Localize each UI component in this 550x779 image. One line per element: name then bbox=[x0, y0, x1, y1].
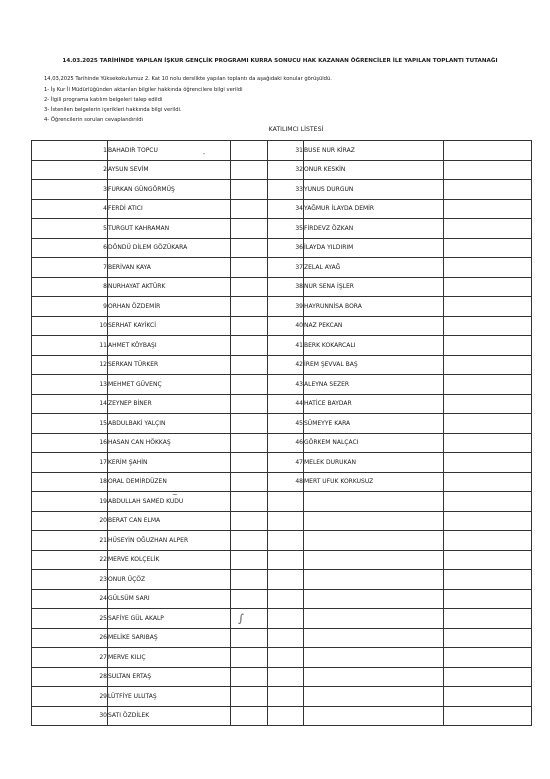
participant-name: BERK KOKARCALI bbox=[304, 336, 444, 356]
signature-cell bbox=[231, 628, 268, 648]
participant-name: NUR SENA İŞLER bbox=[304, 277, 444, 297]
table-row bbox=[32, 316, 532, 336]
participant-number: 40 bbox=[268, 316, 304, 336]
table-row bbox=[32, 141, 532, 161]
participant-number: 44 bbox=[268, 394, 304, 414]
participant-name: MERVE KILIÇ bbox=[108, 648, 231, 668]
table-row bbox=[32, 258, 532, 278]
participant-name: NURHAYAT AKTÜRK bbox=[108, 277, 231, 297]
agenda-item: 2- İlgili programa katılım belgeleri talep edildi bbox=[44, 97, 163, 103]
signature-cell bbox=[444, 531, 532, 551]
participant-name: HASAN CAN HÖKKAŞ bbox=[108, 433, 231, 453]
signature-cell bbox=[444, 141, 532, 161]
participant-number: 12 bbox=[32, 355, 108, 375]
signature-cell bbox=[231, 667, 268, 687]
empty-cell bbox=[304, 706, 444, 726]
signature-cell bbox=[444, 687, 532, 707]
table-row bbox=[32, 375, 532, 395]
participant-name: MELİKE SARIBAŞ bbox=[108, 628, 231, 648]
table-row bbox=[32, 609, 532, 629]
participant-number: 10 bbox=[32, 316, 108, 336]
signature-cell bbox=[231, 511, 268, 531]
participant-number: 4 bbox=[32, 199, 108, 219]
empty-cell bbox=[268, 609, 304, 629]
participant-number: 11 bbox=[32, 336, 108, 356]
participant-name: YAĞMUR İLAYDA DEMİR bbox=[304, 199, 444, 219]
table-row bbox=[32, 687, 532, 707]
agenda-item: 3- İstenilen belgelerin içerikleri hakkında bilgi verildi. bbox=[44, 107, 182, 113]
table-row bbox=[32, 570, 532, 590]
signature-stroke: - bbox=[203, 150, 206, 158]
table-row bbox=[32, 550, 532, 570]
participant-number: 42 bbox=[268, 355, 304, 375]
signature-cell bbox=[231, 609, 268, 629]
signature-cell bbox=[444, 238, 532, 258]
participant-name: GÜLSÜM SARI bbox=[108, 589, 231, 609]
participant-number: 43 bbox=[268, 375, 304, 395]
participant-name: SERKAN TÜRKER bbox=[108, 355, 231, 375]
participant-name: SERHAT KAYİKCİ bbox=[108, 316, 231, 336]
table-row bbox=[32, 160, 532, 180]
signature-cell bbox=[444, 316, 532, 336]
participant-number: 3 bbox=[32, 180, 108, 200]
table-row bbox=[32, 706, 532, 726]
empty-cell bbox=[304, 492, 444, 512]
participant-number: 29 bbox=[32, 687, 108, 707]
participant-number: 33 bbox=[268, 180, 304, 200]
participant-name: ONUR KESKİN bbox=[304, 160, 444, 180]
signature-cell bbox=[231, 160, 268, 180]
empty-cell bbox=[268, 687, 304, 707]
empty-cell bbox=[304, 511, 444, 531]
participant-name: KERİM ŞAHİN bbox=[108, 453, 231, 473]
signature-cell bbox=[231, 589, 268, 609]
participant-number: 46 bbox=[268, 433, 304, 453]
agenda-item: 1- İş Kur İl Müdürlüğünden aktarılan bilgiler hakkında öğrencilere bilgi verildi bbox=[44, 87, 243, 93]
participant-name: MERT UFUK KORKUSUZ bbox=[304, 472, 444, 492]
empty-cell bbox=[304, 609, 444, 629]
empty-cell bbox=[304, 628, 444, 648]
signature-cell bbox=[444, 453, 532, 473]
participant-name: MELEK DURUKAN bbox=[304, 453, 444, 473]
intro-text: 14,03,2025 Tarihinde Yüksekokulumuz 2. Kat 10 nolu derslikte yapılan toplantı da aşağıdaki konular görüşüldü. bbox=[44, 76, 332, 82]
participant-name: ZELAL AYAĞ bbox=[304, 258, 444, 278]
table-row bbox=[32, 219, 532, 239]
participant-number: 38 bbox=[268, 277, 304, 297]
signature-cell bbox=[444, 219, 532, 239]
signature-cell bbox=[231, 297, 268, 317]
participant-name: LÜTFİYE ULUTAŞ bbox=[108, 687, 231, 707]
participant-name: SÜMEYYE KARA bbox=[304, 414, 444, 434]
signature-cell bbox=[444, 258, 532, 278]
signature-cell bbox=[231, 472, 268, 492]
participant-name: NAZ PEKCAN bbox=[304, 316, 444, 336]
signature-cell bbox=[231, 492, 268, 512]
participant-name: YUNUS DURGUN bbox=[304, 180, 444, 200]
table-row bbox=[32, 414, 532, 434]
signature-cell bbox=[231, 550, 268, 570]
empty-cell bbox=[304, 570, 444, 590]
participant-number: 47 bbox=[268, 453, 304, 473]
participant-name: SAFİYE GÜL AKALP bbox=[108, 609, 231, 629]
empty-cell bbox=[268, 589, 304, 609]
handwritten-signature: ∫ bbox=[238, 612, 244, 625]
participant-name: ZEYNEP BİNER bbox=[108, 394, 231, 414]
participant-name: ORAL DEMİRDÜZEN bbox=[108, 472, 231, 492]
signature-cell bbox=[231, 706, 268, 726]
participant-number: 39 bbox=[268, 297, 304, 317]
participant-number: 15 bbox=[32, 414, 108, 434]
empty-cell bbox=[268, 531, 304, 551]
participant-name: MEHMET GÜVENÇ bbox=[108, 375, 231, 395]
participant-number: 30 bbox=[32, 706, 108, 726]
participant-number: 35 bbox=[268, 219, 304, 239]
participant-name: GÖRKEM NALÇACI bbox=[304, 433, 444, 453]
empty-cell bbox=[268, 570, 304, 590]
participant-name: SATI ÖZDİLEK bbox=[108, 706, 231, 726]
participant-number: 36 bbox=[268, 238, 304, 258]
signature-cell bbox=[231, 687, 268, 707]
table-row bbox=[32, 336, 532, 356]
signature-cell bbox=[444, 667, 532, 687]
signature-cell bbox=[444, 492, 532, 512]
participant-number: 41 bbox=[268, 336, 304, 356]
agenda-item: 4- Öğrencilerin sorulan cevaplandırıldı bbox=[44, 117, 143, 123]
participant-number: 32 bbox=[268, 160, 304, 180]
signature-stroke: ~ bbox=[172, 491, 178, 499]
signature-cell bbox=[444, 394, 532, 414]
empty-cell bbox=[304, 550, 444, 570]
signature-cell bbox=[231, 258, 268, 278]
participant-number: 5 bbox=[32, 219, 108, 239]
participant-name: AYSUN SEVİM bbox=[108, 160, 231, 180]
table-row bbox=[32, 238, 532, 258]
participant-number: 6 bbox=[32, 238, 108, 258]
participant-name: ORHAN ÖZDEMİR bbox=[108, 297, 231, 317]
participant-number: 25 bbox=[32, 609, 108, 629]
signature-cell bbox=[444, 355, 532, 375]
signature-cell bbox=[444, 160, 532, 180]
empty-cell bbox=[304, 589, 444, 609]
participant-number: 23 bbox=[32, 570, 108, 590]
table-row bbox=[32, 472, 532, 492]
participant-name: ALEYNA SEZER bbox=[304, 375, 444, 395]
participant-name: İLAYDA YILDIRIM bbox=[304, 238, 444, 258]
participant-number: 9 bbox=[32, 297, 108, 317]
signature-cell bbox=[231, 570, 268, 590]
participant-number: 21 bbox=[32, 531, 108, 551]
participant-name: BERAT CAN ELMA bbox=[108, 511, 231, 531]
signature-cell bbox=[444, 550, 532, 570]
participant-name: İREM ŞEVVAL BAŞ bbox=[304, 355, 444, 375]
participant-name: FERDİ ATICI bbox=[108, 199, 231, 219]
signature-cell bbox=[444, 570, 532, 590]
participant-name: DÖNDÜ DİLEM GÖZÜKARA bbox=[108, 238, 231, 258]
empty-cell bbox=[304, 531, 444, 551]
participant-name: BERİVAN KAYA bbox=[108, 258, 231, 278]
signature-cell bbox=[444, 433, 532, 453]
participant-number: 18 bbox=[32, 472, 108, 492]
empty-cell bbox=[268, 550, 304, 570]
signature-cell bbox=[444, 648, 532, 668]
table-row bbox=[32, 667, 532, 687]
table-row bbox=[32, 394, 532, 414]
table-row bbox=[32, 199, 532, 219]
signature-cell bbox=[231, 414, 268, 434]
table-row bbox=[32, 297, 532, 317]
table-row bbox=[32, 492, 532, 512]
signature-cell bbox=[231, 355, 268, 375]
empty-cell bbox=[268, 511, 304, 531]
signature-cell bbox=[231, 238, 268, 258]
participant-name: HÜSEYİN OĞUZHAN ALPER bbox=[108, 531, 231, 551]
signature-cell bbox=[444, 609, 532, 629]
participant-number: 1 bbox=[32, 141, 108, 161]
participant-name: HATİCE BAYDAR bbox=[304, 394, 444, 414]
participant-name: AHMET KÖYBAŞI bbox=[108, 336, 231, 356]
participant-number: 31 bbox=[268, 141, 304, 161]
signature-cell bbox=[444, 297, 532, 317]
participant-name: MERVE KOLÇELİK bbox=[108, 550, 231, 570]
signature-cell bbox=[231, 219, 268, 239]
participant-number: 27 bbox=[32, 648, 108, 668]
table-row bbox=[32, 511, 532, 531]
signature-cell bbox=[444, 706, 532, 726]
empty-cell bbox=[268, 667, 304, 687]
table-row bbox=[32, 453, 532, 473]
participant-number: 16 bbox=[32, 433, 108, 453]
participant-number: 24 bbox=[32, 589, 108, 609]
participant-number: 8 bbox=[32, 277, 108, 297]
signature-cell bbox=[444, 589, 532, 609]
participant-number: 26 bbox=[32, 628, 108, 648]
participant-name: FİRDEVZ ÖZKAN bbox=[304, 219, 444, 239]
participant-number: 13 bbox=[32, 375, 108, 395]
signature-cell bbox=[444, 277, 532, 297]
table-row bbox=[32, 277, 532, 297]
participant-number: 14 bbox=[32, 394, 108, 414]
participant-number: 28 bbox=[32, 667, 108, 687]
table-row bbox=[32, 648, 532, 668]
participant-number: 19 bbox=[32, 492, 108, 512]
table-row bbox=[32, 531, 532, 551]
participant-name: BUSE NUR KİRAZ bbox=[304, 141, 444, 161]
participant-number: 37 bbox=[268, 258, 304, 278]
participant-number: 20 bbox=[32, 511, 108, 531]
signature-cell bbox=[444, 511, 532, 531]
signature-cell bbox=[444, 180, 532, 200]
signature-cell bbox=[231, 199, 268, 219]
signature-cell bbox=[444, 414, 532, 434]
signature-cell bbox=[231, 316, 268, 336]
participant-name: ONUR ÜÇÖZ bbox=[108, 570, 231, 590]
participant-number: 34 bbox=[268, 199, 304, 219]
table-row bbox=[32, 589, 532, 609]
table-row bbox=[32, 628, 532, 648]
participant-name: FURKAN GÜNGÖRMÜŞ bbox=[108, 180, 231, 200]
table-row bbox=[32, 180, 532, 200]
signature-cell bbox=[444, 472, 532, 492]
participant-name: TURGUT KAHRAMAN bbox=[108, 219, 231, 239]
participant-number: 17 bbox=[32, 453, 108, 473]
participant-number: 22 bbox=[32, 550, 108, 570]
table-row bbox=[32, 433, 532, 453]
signature-cell bbox=[231, 141, 268, 161]
signature-cell bbox=[231, 394, 268, 414]
participant-number: 48 bbox=[268, 472, 304, 492]
signature-cell bbox=[231, 336, 268, 356]
empty-cell bbox=[268, 492, 304, 512]
participant-number: 45 bbox=[268, 414, 304, 434]
signature-cell bbox=[444, 199, 532, 219]
participant-table bbox=[31, 140, 532, 726]
empty-cell bbox=[268, 648, 304, 668]
participant-name: ABDULLAH SAMED KUDU bbox=[108, 492, 231, 512]
signature-cell bbox=[231, 433, 268, 453]
empty-cell bbox=[268, 706, 304, 726]
participant-number: 2 bbox=[32, 160, 108, 180]
signature-cell bbox=[231, 180, 268, 200]
signature-cell bbox=[231, 648, 268, 668]
signature-cell bbox=[444, 628, 532, 648]
empty-cell bbox=[304, 687, 444, 707]
participant-number: 7 bbox=[32, 258, 108, 278]
participant-name: SULTAN ERTAŞ bbox=[108, 667, 231, 687]
participant-name: HAYRUNNİSA BORA bbox=[304, 297, 444, 317]
signature-cell bbox=[231, 277, 268, 297]
participant-list-title: KATILIMCI LİSTESİ bbox=[268, 126, 324, 133]
signature-cell bbox=[231, 453, 268, 473]
participant-name: ABDULBAKİ YALÇIN bbox=[108, 414, 231, 434]
signature-cell bbox=[444, 375, 532, 395]
document-title: 14.03.2025 TARİHİNDE YAPILAN İŞKUR GENÇLİK PROGRAMI KURRA SONUCU HAK KAZANAN ÖĞRENCİLER İLE YAPILAN TOPLANTI TUTANAĞI bbox=[62, 58, 498, 64]
signature-cell bbox=[231, 531, 268, 551]
empty-cell bbox=[304, 667, 444, 687]
signature-cell bbox=[231, 375, 268, 395]
empty-cell bbox=[268, 628, 304, 648]
signature-cell bbox=[444, 336, 532, 356]
table-row bbox=[32, 355, 532, 375]
empty-cell bbox=[304, 648, 444, 668]
participant-name: BAHADIR TOPCU bbox=[108, 141, 231, 161]
